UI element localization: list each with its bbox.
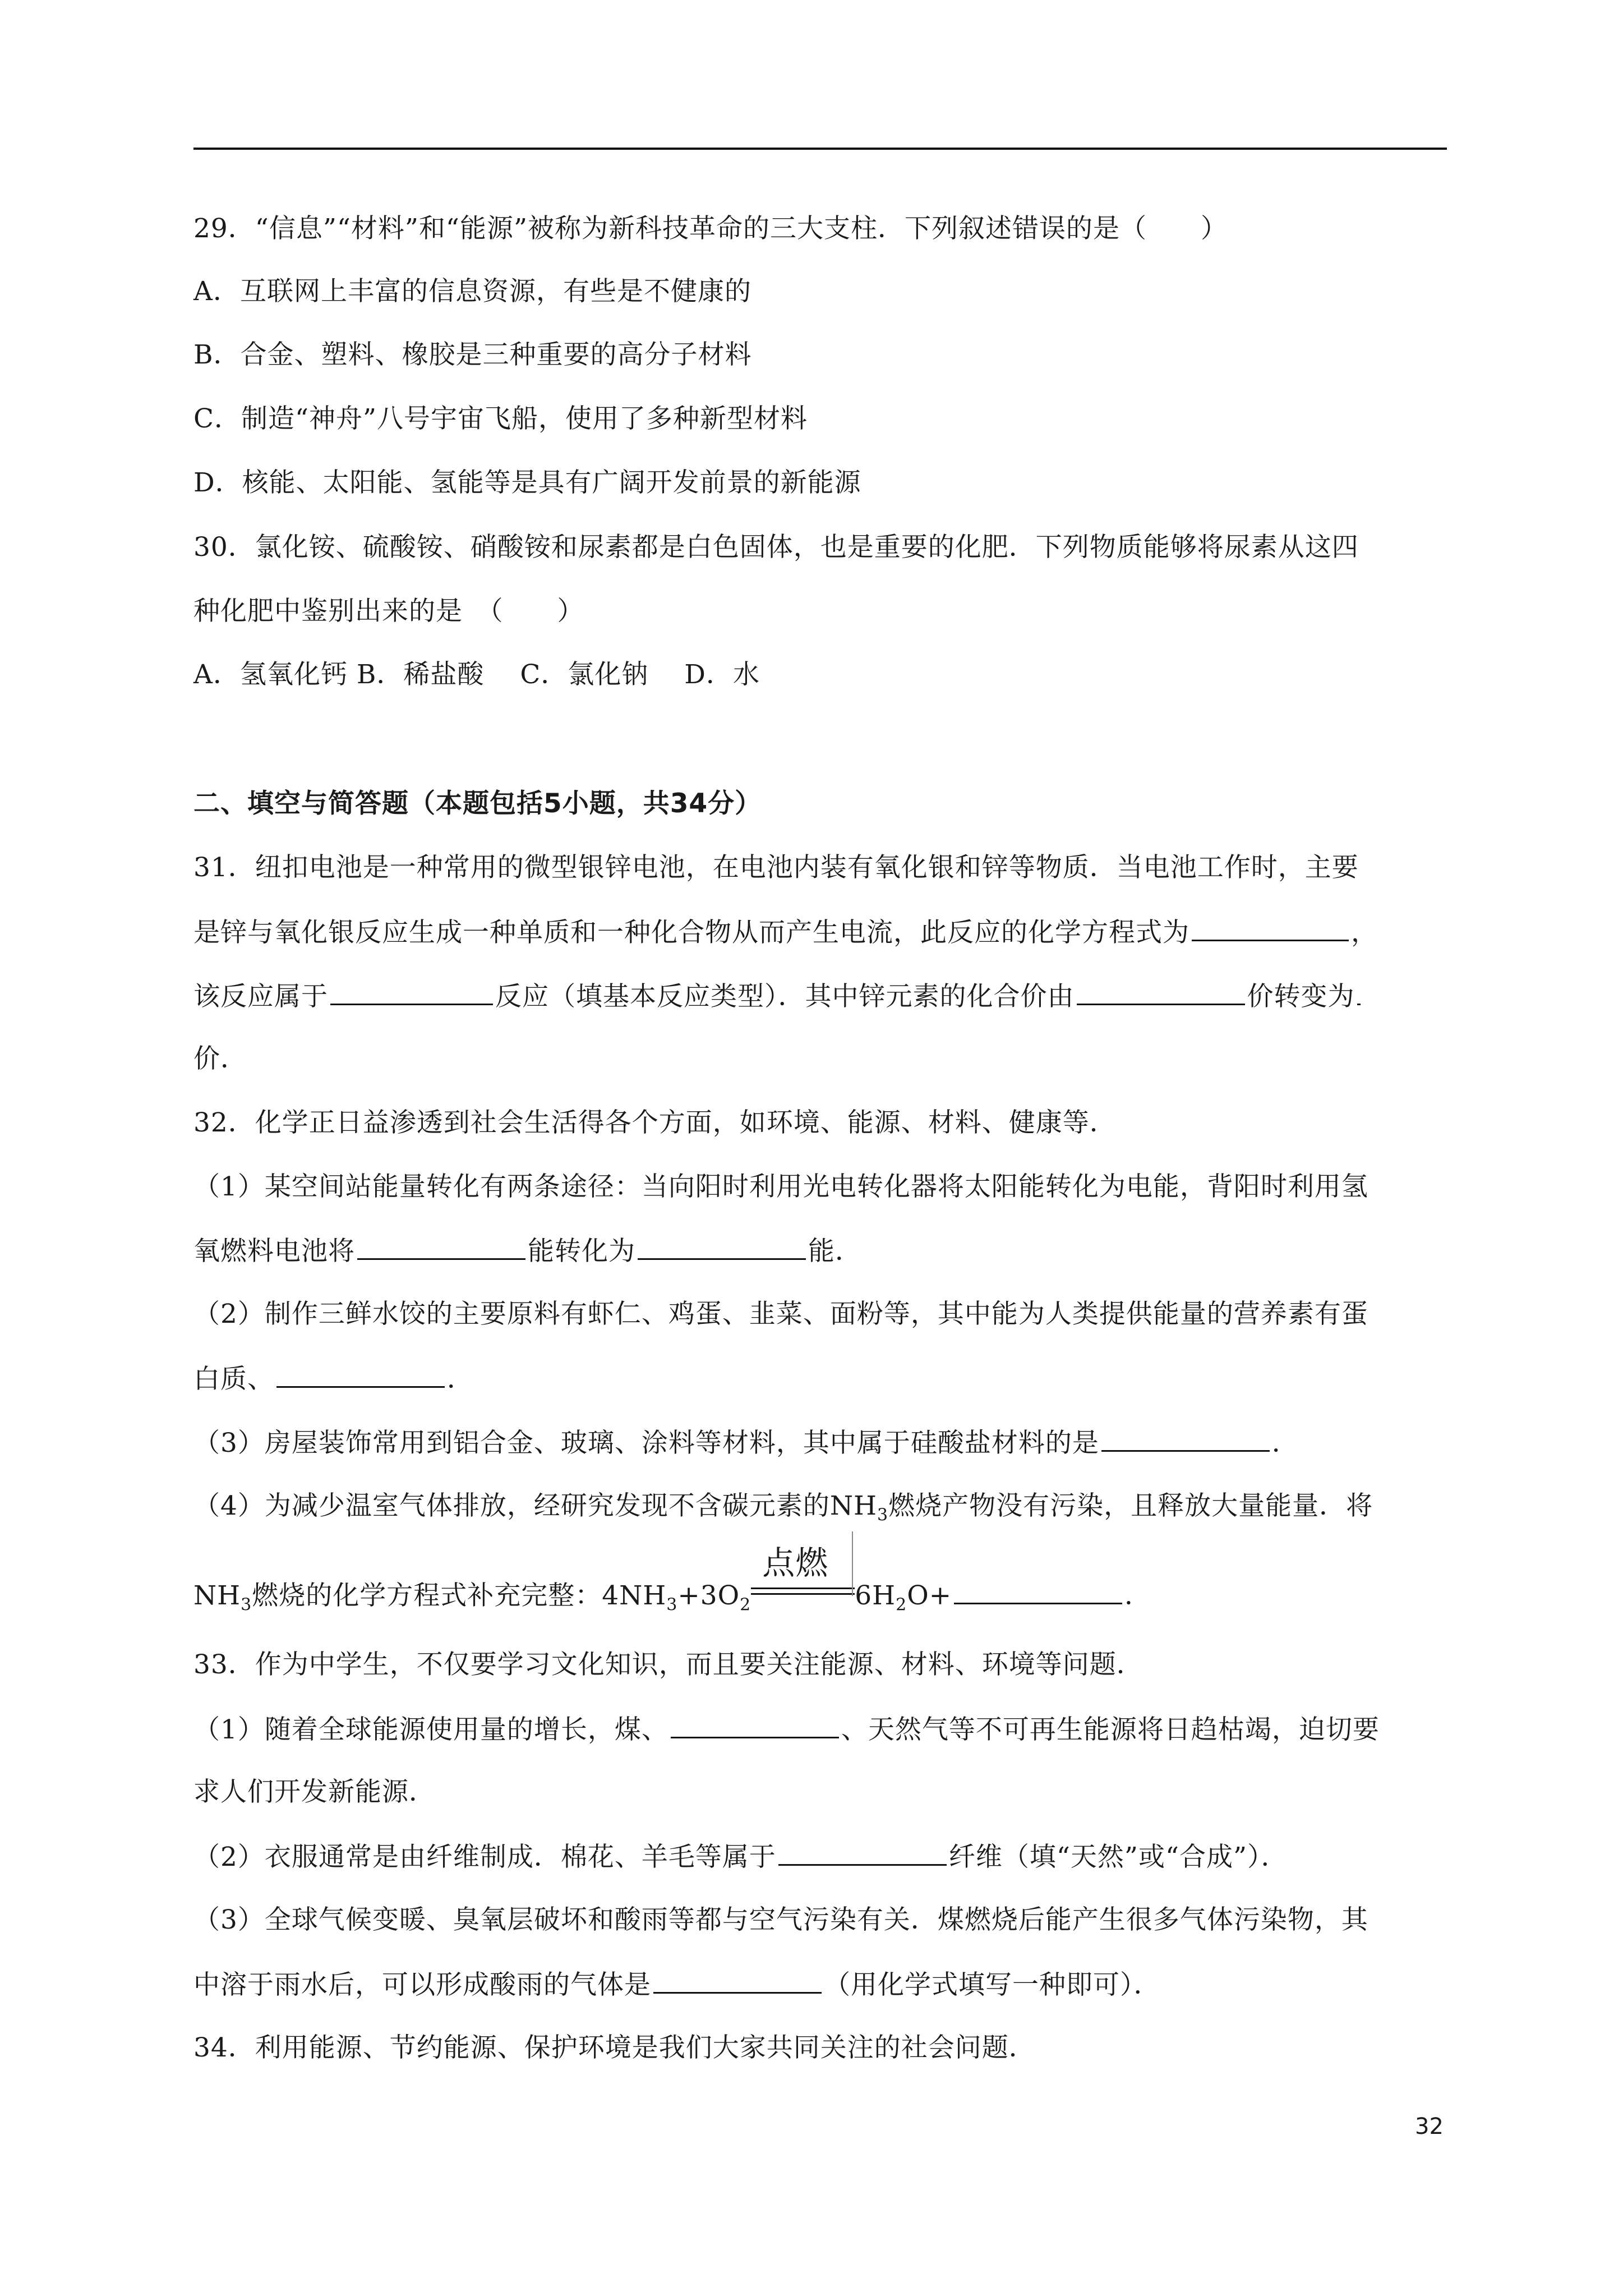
- q31-line1: 31．纽扣电池是一种常用的微型银锌电池，在电池内装有氧化银和锌等物质．当电池工作时，主要: [193, 852, 1359, 883]
- q29-option-d: D．核能、太阳能、氢能等是具有广阔开发前景的新能源: [193, 467, 861, 498]
- q33-part3-line1: （3）全球气候变暖、臭氧层破坏和酸雨等都与空气污染有关．煤燃烧后能产生很多气体污染物，其: [193, 1904, 1368, 1935]
- q32-part2-text-a: 白质、: [193, 1364, 274, 1395]
- q31-line3-c: 价转变为: [1247, 981, 1355, 1012]
- q31-blank-valence-to[interactable]: [1357, 979, 1361, 1005]
- header-rule: [193, 148, 1447, 150]
- q31-blank-valence-from[interactable]: [1077, 979, 1245, 1005]
- q29-option-b: B．合金、塑料、橡胶是三种重要的高分子材料: [193, 339, 752, 370]
- q32-blank-energy-from[interactable]: [357, 1234, 525, 1260]
- q32-part2-line1: （2）制作三鲜水饺的主要原料有虾仁、鸡蛋、韭菜、面粉等，其中能为人类提供能量的营养素有蛋: [193, 1299, 1368, 1329]
- q30-stem-line1: 30．氯化铵、硫酸铵、硝酸铵和尿素都是白色固体，也是重要的化肥．下列物质能够将尿素从这四: [193, 532, 1359, 563]
- q31-line4: 价．: [193, 1043, 247, 1074]
- q29-stem: 29．“信息”“材料”和“能源”被称为新科技革命的三大支柱．下列叙述错误的是（ ）: [193, 213, 1228, 244]
- q32-part4-line2: [193, 1544, 1152, 1615]
- q31-line3-b: 反应（填基本反应类型）．其中锌元素的化合价由: [495, 981, 1075, 1012]
- q33-part3-text-b: （用化学式填写一种即可）．: [824, 1970, 1161, 2000]
- q30-options: A．氢氧化钙 B．稀盐酸 C．氯化钠 D．水: [193, 659, 760, 690]
- q33-part2-text-a: （2）衣服通常是由纤维制成．棉花、羊毛等属于: [193, 1842, 776, 1872]
- q33-part1-text-b: 、天然气等不可再生能源将日趋枯竭，迫切要: [841, 1714, 1380, 1745]
- q32-part1-line1: （1）某空间站能量转化有两条途径：当向阳时利用光电转化器将太阳能转化为电能，背阳时利用氢: [193, 1171, 1368, 1202]
- q31-line2-text: 是锌与氧化银反应生成一种单质和一种化合物从而产生电流，此反应的化学方程式为: [193, 917, 1189, 948]
- subscript: 2: [740, 1595, 751, 1615]
- q33-blank-acid-gas[interactable]: [653, 1967, 822, 1994]
- q32-part4-eq-b: +3O: [677, 1580, 740, 1611]
- q29-option-a: A．互联网上丰富的信息资源，有些是不健康的: [193, 276, 751, 307]
- subscript: 2: [896, 1595, 907, 1615]
- q32-part4-eq-e: ．: [1124, 1580, 1152, 1611]
- q32-part3-text-b: ．: [1271, 1428, 1299, 1458]
- q33-part1-line2: 求人们开发新能源．: [193, 1777, 436, 1807]
- q32-part4-line1: [193, 1489, 1373, 1523]
- q33-part2-text-b: 纤维（填“天然”或“合成”）．: [948, 1842, 1288, 1872]
- q32-blank-silicate[interactable]: [1101, 1425, 1270, 1452]
- q32-part1-text-c: 能．: [808, 1236, 862, 1267]
- q32-part4-eq-a: 燃烧的化学方程式补充完整：4NH: [252, 1580, 667, 1611]
- subscript: 3: [877, 1505, 889, 1525]
- q32-part4-text-b: 燃烧产物没有污染，且释放大量能量．将: [888, 1490, 1373, 1521]
- q31-blank-reaction-type[interactable]: [330, 979, 493, 1005]
- section2-title: 二、填空与简答题（本题包括5小题，共34分）: [193, 788, 762, 819]
- subscript: 3: [241, 1595, 252, 1615]
- q32-part1-line2: [193, 1234, 862, 1268]
- arrow-bar-bottom: [751, 1593, 855, 1595]
- q32-part3: [193, 1425, 1299, 1460]
- q32-part2-line2: [193, 1361, 474, 1396]
- q33-blank-fiber-type[interactable]: [778, 1839, 947, 1866]
- arrow-bar-top: [751, 1588, 855, 1589]
- q31-line2-end: ，: [1351, 917, 1378, 948]
- q32-part1-text-a: 氧燃料电池将: [193, 1236, 355, 1267]
- page-number: 32: [1415, 2114, 1444, 2139]
- q32-part3-text-a: （3）房屋装饰常用到铝合金、玻璃、涂料等材料，其中属于硅酸盐材料的是: [193, 1428, 1099, 1458]
- cursor-bar: [852, 1531, 853, 1596]
- q32-stem: 32．化学正日益渗透到社会生活得各个方面，如环境、能源、材料、健康等．: [193, 1107, 1117, 1138]
- subscript: 3: [666, 1595, 678, 1615]
- q33-part1-text-a: （1）随着全球能源使用量的增长，煤、: [193, 1714, 668, 1745]
- q32-blank-product[interactable]: [954, 1578, 1122, 1604]
- reaction-arrow: [751, 1544, 855, 1604]
- q34-stem: 34．利用能源、节约能源、保护环境是我们大家共同关注的社会问题．: [193, 2032, 1036, 2063]
- reaction-condition: 点燃: [762, 1544, 829, 1582]
- q32-blank-energy-to[interactable]: [638, 1234, 806, 1260]
- q33-part3-line2: [193, 1967, 1161, 2002]
- q30-stem-line2: 种化肥中鉴别出来的是 （ ）: [193, 596, 584, 627]
- q31-blank-equation[interactable]: [1192, 915, 1349, 941]
- q32-part4-eq-c: 6H: [855, 1580, 896, 1611]
- q32-part2-text-b: ．: [447, 1364, 474, 1395]
- q31-line2: [193, 915, 1378, 950]
- q33-blank-fossil-fuel[interactable]: [671, 1712, 839, 1738]
- q32-part4-text-a: （4）为减少温室气体排放，经研究发现不含碳元素的NH: [193, 1490, 878, 1521]
- q32-part4-nh: NH: [193, 1580, 241, 1611]
- q29-option-c: C．制造“神舟”八号宇宙飞船，使用了多种新型材料: [193, 403, 808, 434]
- q31-line3: [193, 979, 1363, 1014]
- q32-part1-text-b: 能转化为: [528, 1236, 635, 1267]
- q32-part4-eq-d: O+: [907, 1580, 952, 1611]
- q33-part3-text-a: 中溶于雨水后，可以形成酸雨的气体是: [193, 1970, 651, 2000]
- q32-blank-nutrient[interactable]: [276, 1361, 445, 1388]
- q33-stem: 33．作为中学生，不仅要学习文化知识，而且要关注能源、材料、环境等问题．: [193, 1649, 1144, 1680]
- q33-part2: [193, 1839, 1288, 1874]
- q31-line3-a: 该反应属于: [193, 981, 328, 1012]
- q33-part1-line1: [193, 1712, 1380, 1747]
